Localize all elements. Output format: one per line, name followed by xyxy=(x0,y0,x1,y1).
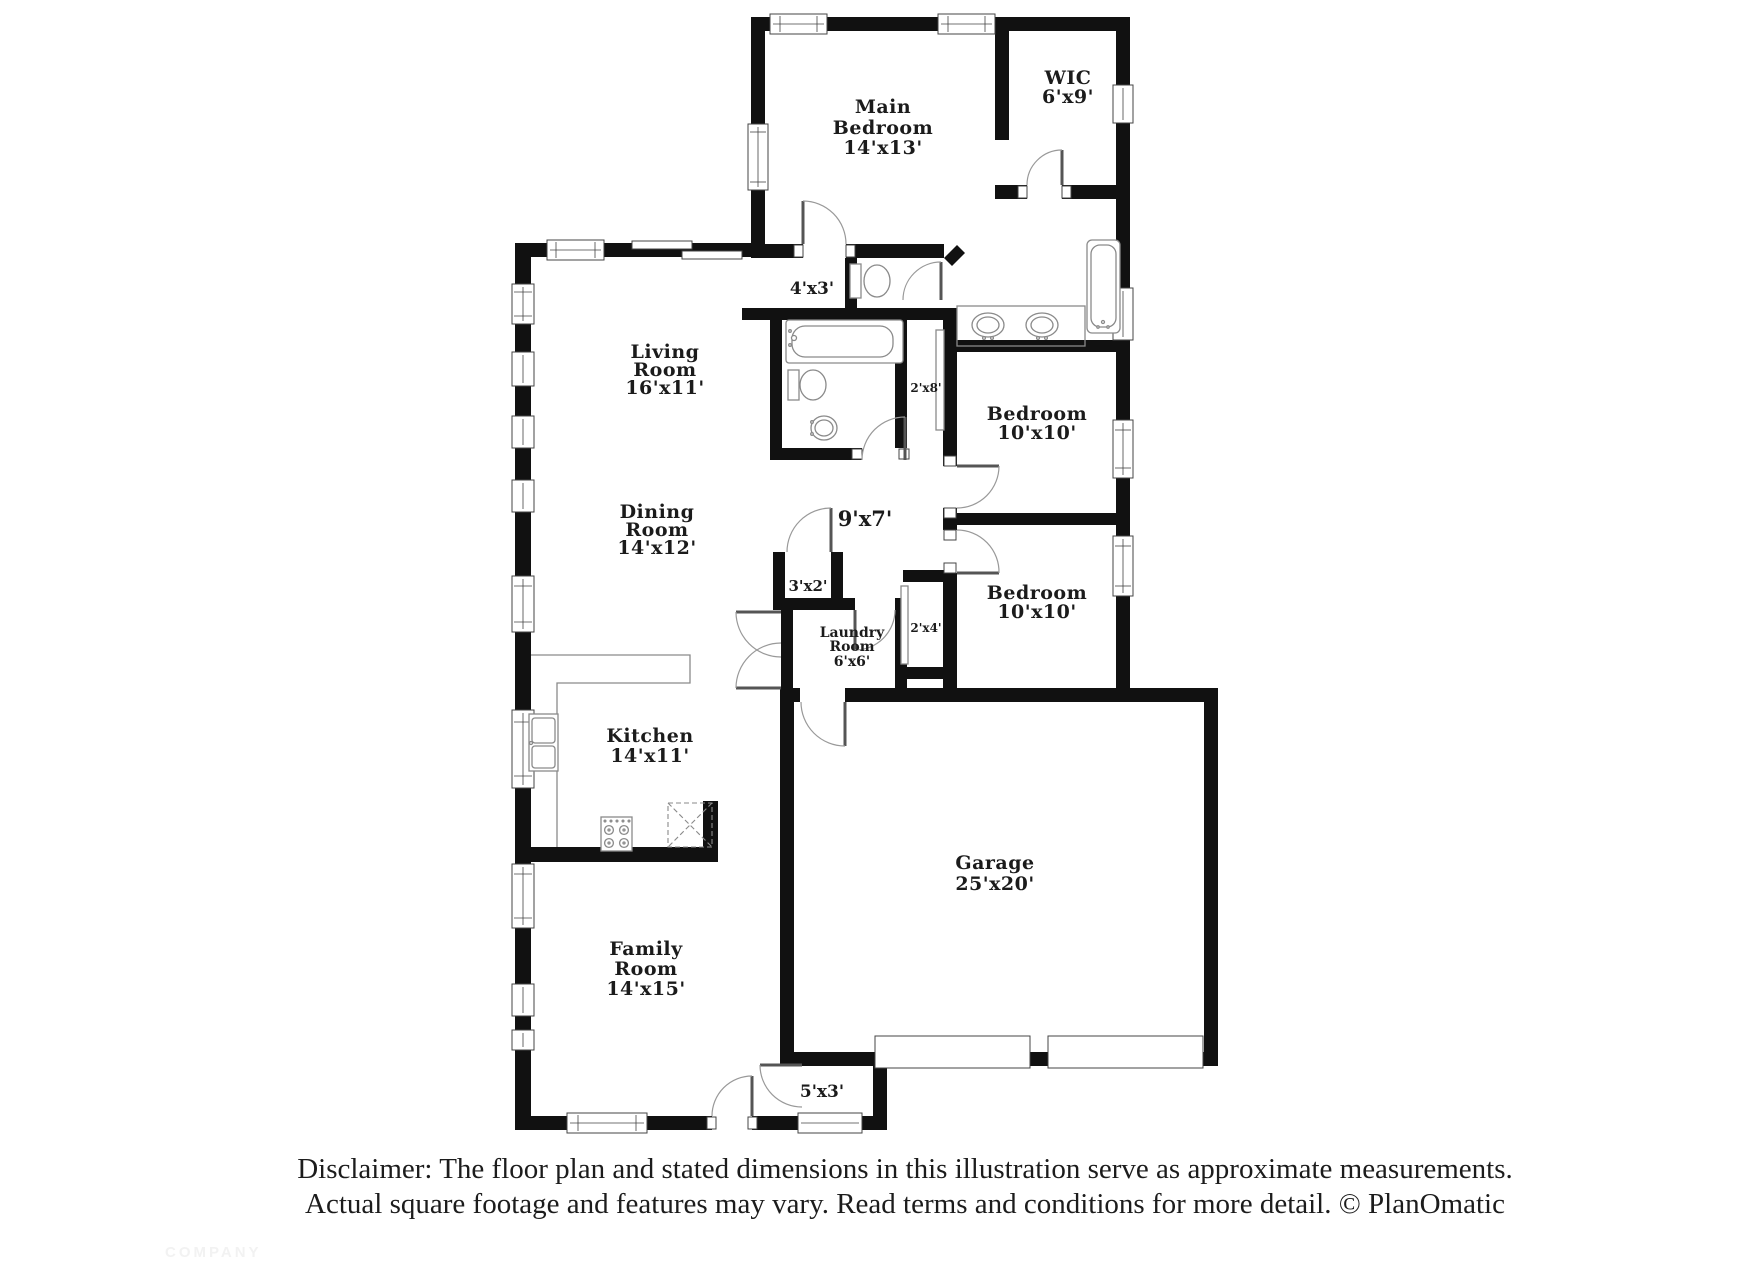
label-closet-laundry: 2'x4' xyxy=(910,621,942,635)
label-bedroom-3: Bedroom xyxy=(986,582,1088,604)
label-family-2: Room xyxy=(614,958,678,980)
door-toilet-room xyxy=(903,262,941,300)
label-kitchen: Kitchen xyxy=(606,725,694,747)
window-icon xyxy=(1113,85,1133,123)
door-front xyxy=(707,1076,757,1129)
window-icon xyxy=(770,14,827,34)
label-laundry: Laundry xyxy=(819,625,885,641)
window-icon xyxy=(798,1113,862,1133)
toilet-icon xyxy=(850,264,890,298)
window-icon xyxy=(512,352,534,386)
door-hall-closet xyxy=(787,508,831,552)
closet-door-laundry xyxy=(901,586,908,664)
window-icon xyxy=(567,1113,647,1133)
window-icon xyxy=(1113,536,1133,596)
sink-icon xyxy=(811,416,837,440)
door-wic xyxy=(1018,150,1071,198)
label-entry: 5'x3' xyxy=(799,1082,845,1102)
window-icon xyxy=(748,124,768,190)
window-icon xyxy=(512,984,534,1016)
label-living-2: Room xyxy=(633,359,697,381)
bathtub-icon xyxy=(786,320,903,363)
label-closet-hall: 3'x2' xyxy=(788,577,828,595)
label-dining-dims: 14'x12' xyxy=(617,537,697,559)
doors xyxy=(707,150,1071,1129)
window-icon xyxy=(512,1030,534,1050)
kitchen-sink-icon xyxy=(529,714,558,771)
window-icon xyxy=(938,14,995,34)
label-living: Living xyxy=(630,341,700,363)
label-living-dims: 16'x11' xyxy=(625,377,705,399)
double-door-kitchen-hall xyxy=(736,612,781,688)
window-icon xyxy=(512,480,534,512)
window-icon xyxy=(512,416,534,448)
label-laundry-dims: 6'x6' xyxy=(833,654,871,670)
label-hall-center: 9'x7' xyxy=(837,506,893,531)
window-icon xyxy=(1113,420,1133,478)
bathtub-icon xyxy=(1087,240,1120,333)
window-icon xyxy=(512,864,534,928)
label-main-bedroom-dims: 14'x13' xyxy=(843,137,923,159)
label-main-bedroom-2: Bedroom xyxy=(832,117,934,139)
toilet-icon xyxy=(788,370,826,400)
disclaimer-line-1: Disclaimer: The floor plan and stated dimensions in this illustration serve as approximate measurements. xyxy=(297,1153,1513,1185)
label-dining: Dining xyxy=(619,501,695,523)
wall-corner-flag xyxy=(944,245,965,266)
label-main-bedroom: Main xyxy=(854,96,912,118)
label-wic-dims: 6'x9' xyxy=(1042,86,1094,108)
window-icon xyxy=(512,576,534,632)
label-dining-2: Room xyxy=(625,519,689,541)
window-icon xyxy=(547,240,604,260)
label-hall-top: 4'x3' xyxy=(789,279,835,299)
door-laundry-garage xyxy=(801,702,845,746)
label-garage-dims: 25'x20' xyxy=(955,873,1035,895)
door-bedroom-3 xyxy=(944,530,999,573)
label-garage: Garage xyxy=(955,852,1035,874)
label-closet-linen: 2'x8' xyxy=(910,381,942,395)
label-laundry-2: Room xyxy=(829,639,875,655)
label-family-dims: 14'x15' xyxy=(606,978,686,1000)
label-family: Family xyxy=(609,938,683,960)
stove-icon xyxy=(601,817,632,851)
label-bedroom-2: Bedroom xyxy=(986,403,1088,425)
label-bedroom-2-dims: 10'x10' xyxy=(997,422,1077,444)
closet-door-linen xyxy=(936,330,944,430)
watermark: COMPANY xyxy=(165,1244,262,1261)
window-icon xyxy=(512,284,534,324)
door-entry xyxy=(760,1065,802,1107)
footer xyxy=(165,1153,1513,1261)
room-labels xyxy=(606,67,1094,1102)
disclaimer-line-2: Actual square footage and features may vary. Read terms and conditions for more detail. © PlanOmatic xyxy=(305,1188,1505,1220)
label-bedroom-3-dims: 10'x10' xyxy=(997,601,1077,623)
label-kitchen-dims: 14'x11' xyxy=(610,745,690,767)
door-bedroom-2 xyxy=(944,456,999,518)
label-wic: WIC xyxy=(1044,67,1092,89)
door-main-bedroom xyxy=(794,201,855,257)
